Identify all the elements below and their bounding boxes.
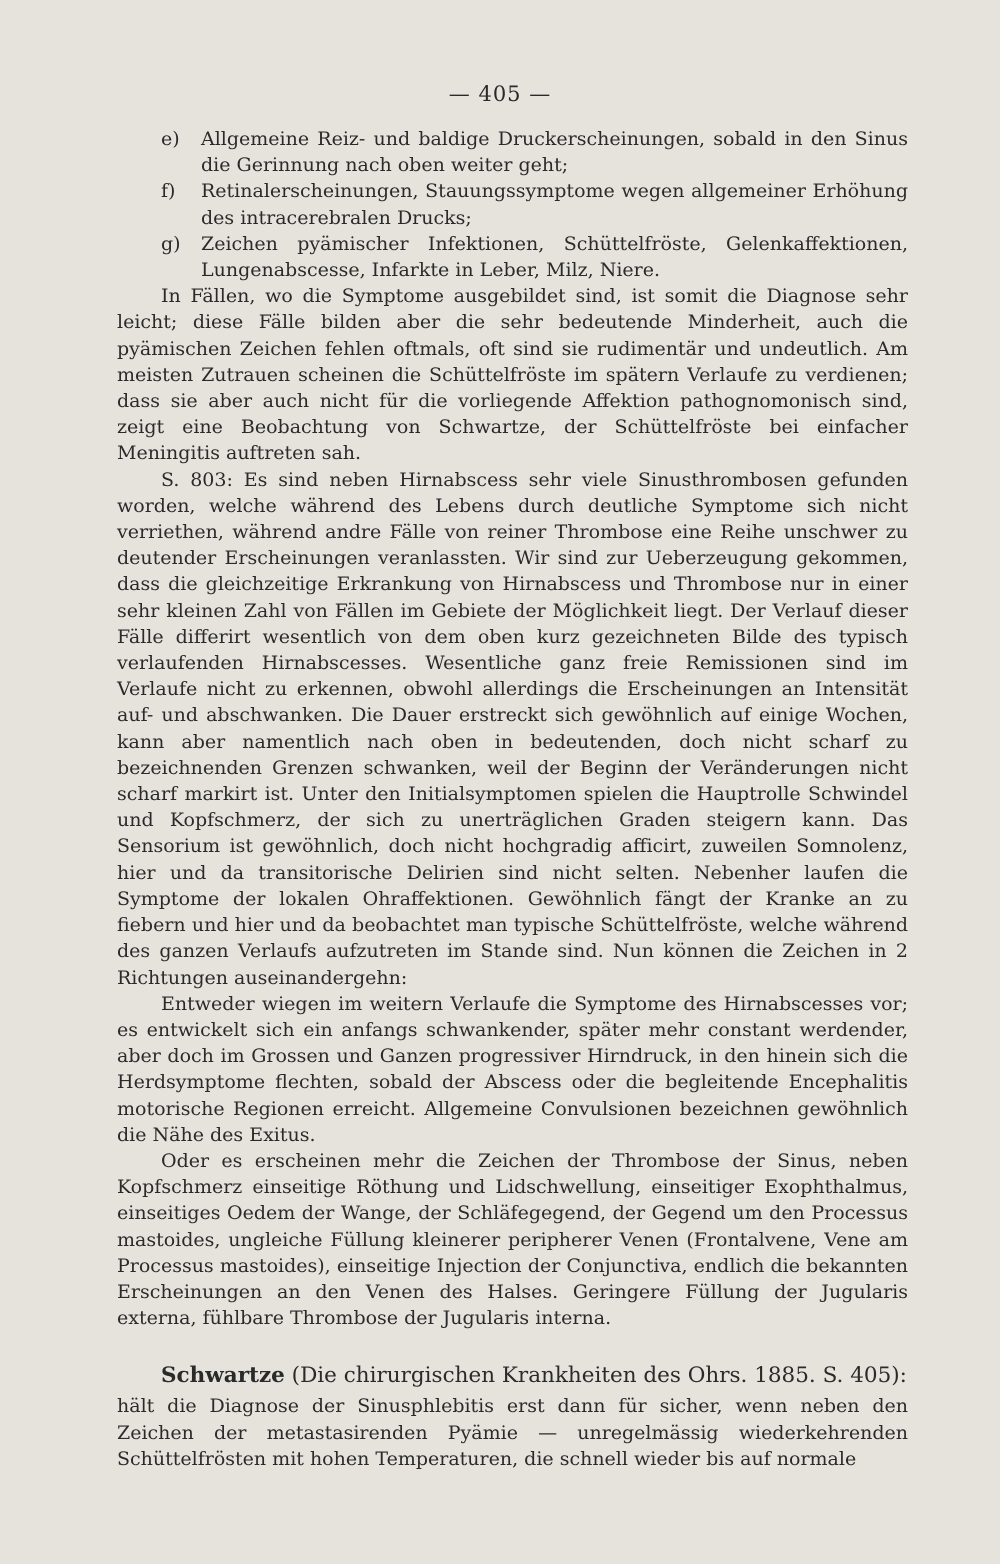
list-item-text: Allgemeine Reiz- und baldige Druckerscheinungen, sobald in den Sinus die Gerinnung nach oben weiter geht;	[201, 128, 908, 177]
list-item	[117, 231, 908, 283]
body-paragraph: S. 803: Es sind neben Hirnabscess sehr viele Sinusthrombosen gefunden worden, welche während des Lebens durch deutliche Symptome sich nicht verriethen, während andre Fälle von reiner Thrombose eine Reihe unschwer zu deutender Erscheinungen veranlassten. Wir sind zur Ueberzeugung gekommen, dass die gleichzeitige Erkrankung von Hirnabscess und Thrombose nur in einer sehr kleinen Zahl von Fällen im Gebiete der Möglichkeit liegt. Der Verlauf dieser Fälle differirt wesentlich von dem oben kurz gezeichneten Bilde des typisch verlaufenden Hirnabscesses. Wesentliche ganz freie Remissionen sind im Verlaufe nicht zu erkennen, obwohl allerdings die Erscheinungen an Intensität auf- und abschwanken. Die Dauer erstreckt sich gewöhnlich auf einige Wochen, kann aber namentlich nach oben in bedeutenden, doch nicht scharf zu bezeichnenden Grenzen schwanken, weil der Beginn der Veränderungen nicht scharf markirt ist. Unter den Initialsymptomen spielen die Hauptrolle Schwindel und Kopfschmerz, der sich zu unerträglichen Graden steigern kann. Das Sensorium ist gewöhnlich, doch nicht hochgradig afficirt, zuweilen Somnolenz, hier und da transitorische Delirien sind nicht selten. Nebenher laufen die Symptome der lokalen Ohraffektionen. Gewöhnlich fängt der Kranke an zu fiebern und hier und da beobachtet man typische Schüttelfröste, welche während des ganzen Verlaufs aufzutreten im Stande sind. Nun können die Zeichen in 2 Richtungen auseinandergehn:	[117, 468, 908, 989]
list-item	[117, 178, 908, 230]
list-item-text: Retinalerscheinungen, Stauungssymptome wegen allgemeiner Erhöhung des intracerebralen Drucks;	[201, 180, 908, 229]
heading-citation: (Die chirurgischen Krankheiten des Ohrs. 1885. S. 405):	[284, 1363, 907, 1389]
list-marker: g)	[161, 232, 181, 255]
heading-author: Schwartze	[161, 1363, 285, 1389]
list-item	[117, 126, 908, 178]
list-marker: f)	[161, 180, 176, 203]
symptom-list	[117, 126, 908, 283]
body-paragraph: In Fällen, wo die Symptome ausgebildet sind, ist somit die Diagnose sehr leicht; diese Fälle bilden aber die sehr bedeutende Minderheit, auch die pyämischen Zeichen fehlen oftmals, oft sind sie rudimentär und undeutlich. Am meisten Zutrauen scheinen die Schüttelfröste im spätern Verlaufe zu verdienen; dass sie aber auch nicht für die vorliegende Affektion pathognomonisch sind, zeigt eine Beobachtung von Schwartze, der Schüttelfröste bei einfacher Meningitis auftreten sah.	[117, 285, 908, 465]
list-item-text: Zeichen pyämischer Infektionen, Schüttelfröste, Gelenkaffektionen, Lungenabscesse, Infarkte in Leber, Milz, Niere.	[201, 232, 908, 282]
body-paragraph: Oder es erscheinen mehr die Zeichen der Thrombose der Sinus, neben Kopfschmerz einseitige Röthung und Lidschwellung, einseitiger Exophthalmus, einseitiges Oedem der Wange, der Schläfegegend, der Gegend um den Processus mastoides, ungleiche Füllung kleinerer peripherer Venen (Frontalvene, Vene am Processus mastoides), einseitige Injection der Conjunctiva, endlich die bekannten Erscheinungen an den Venen des Halses. Geringere Füllung der Jugularis externa, fühlbare Thrombose der Jugularis interna.	[117, 1149, 908, 1330]
page-body	[117, 126, 908, 1472]
final-paragraph: hält die Diagnose der Sinusphlebitis erst dann für sicher, wenn neben den Zeichen der metastasirenden Pyämie — unregelmässig wiederkehrenden Schüttelfrösten mit hohen Temperaturen, die schnell wieder bis auf normale	[117, 1395, 908, 1470]
page-number: — 405 —	[448, 82, 552, 106]
body-paragraph: Entweder wiegen im weitern Verlaufe die Symptome des Hirnabscesses vor; es entwickelt sich ein anfangs schwankender, später mehr constant werdender, aber doch im Grossen und Ganzen progressiver Hirndruck, in den hinein sich die Herdsymptome flechten, sobald der Abscess oder die begleitende Encephalitis motorische Regionen erreicht. Allgemeine Convulsionen bezeichnen gewöhnlich die Nähe des Exitus.	[117, 992, 908, 1146]
list-marker: e)	[161, 128, 180, 150]
citation-heading	[117, 1359, 908, 1393]
